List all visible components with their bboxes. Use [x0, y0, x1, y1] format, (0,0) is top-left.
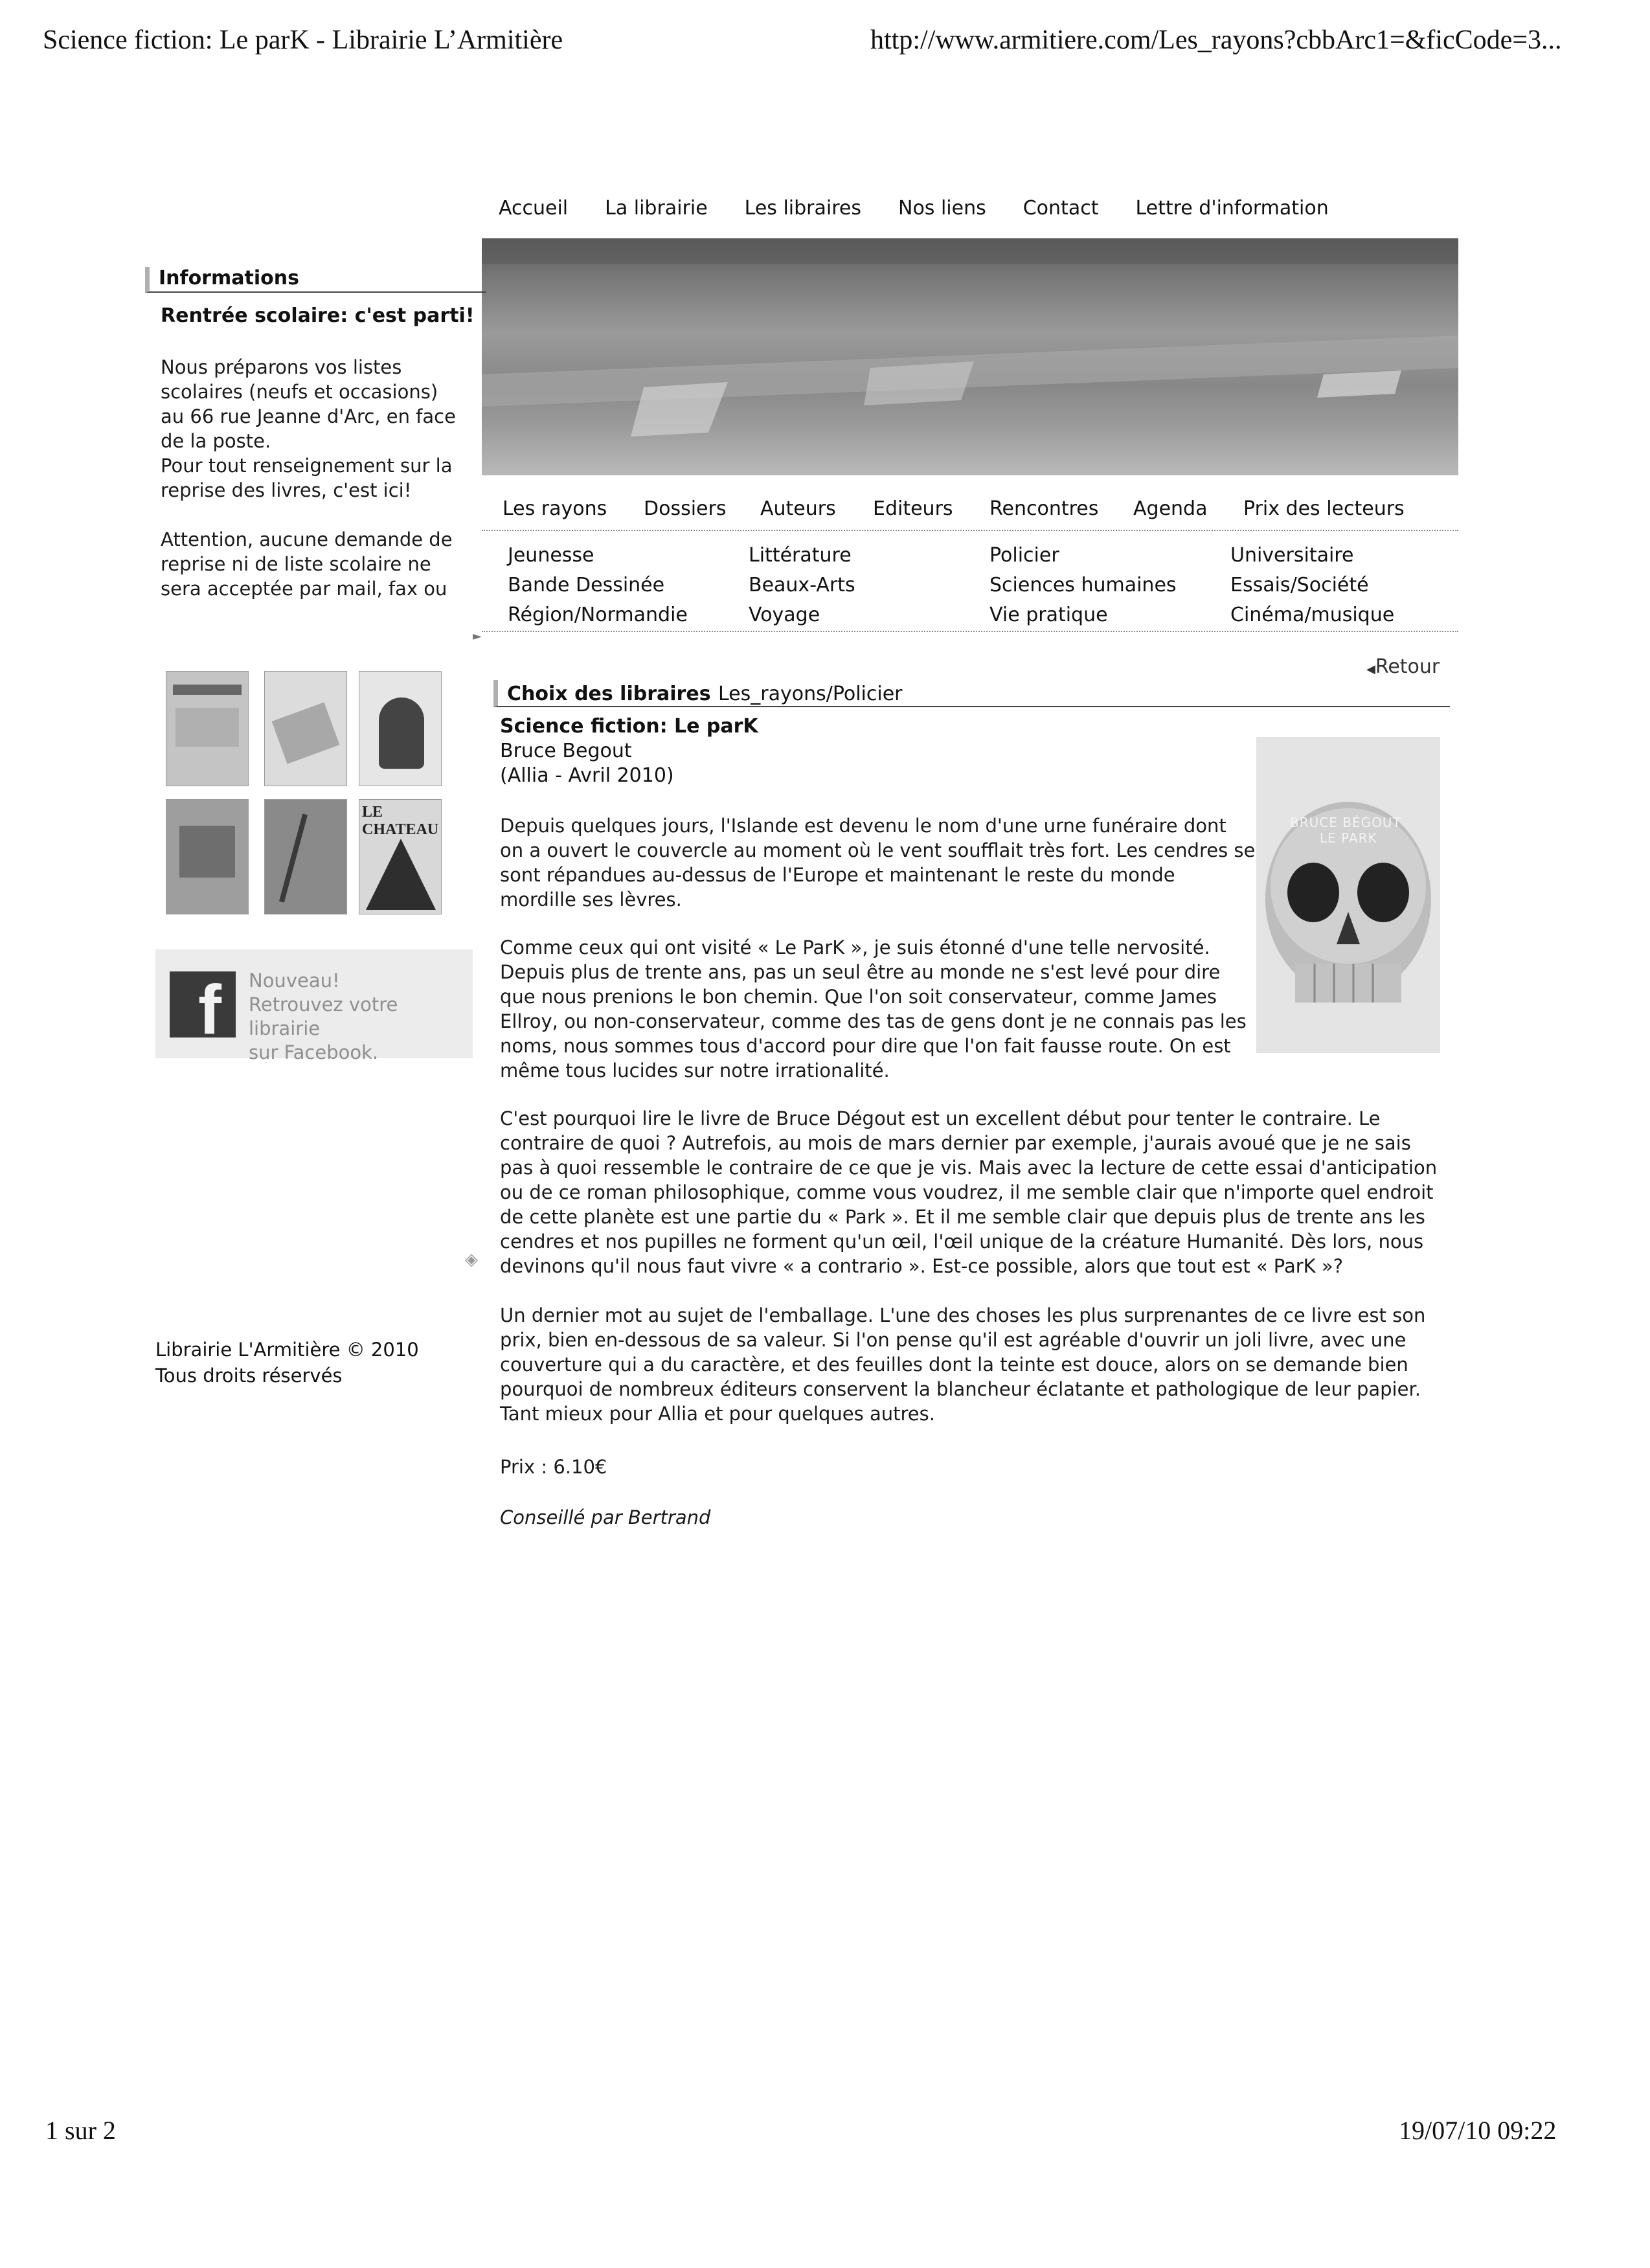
secnav-rencontres[interactable]: Rencontres — [989, 497, 1099, 520]
top-nav — [499, 197, 1366, 220]
news-line: Nous préparons vos listes — [161, 356, 402, 378]
print-page-number: 1 sur 2 — [45, 2116, 116, 2145]
secnav-les-rayons[interactable]: Les rayons — [503, 497, 607, 520]
category-voyage[interactable]: Voyage — [749, 604, 820, 626]
text-line: C'est pourquoi lire le livre de Bruce Dégout est un excellent début pour tenter le contraire. Le — [500, 1107, 1381, 1129]
article-paragraph-2 — [500, 935, 1258, 1083]
nav-accueil[interactable]: Accueil — [499, 197, 569, 220]
copyright-line: Librairie L'Armitière © 2010 — [155, 1339, 419, 1361]
text-line: cendres et nos pupilles ne forment qu'un œil, l'œil unique de la créature Humanité. Dès lors, nous — [500, 1230, 1424, 1253]
category-beaux-arts[interactable]: Beaux-Arts — [749, 574, 855, 596]
text-line: pas à quoi ressemble le contraire de ce que je vis. Mais avec la lecture de cette essai d'anticipation — [500, 1157, 1438, 1179]
category-sciences-humaines[interactable]: Sciences humaines — [989, 574, 1177, 596]
book-thumbnail[interactable] — [264, 799, 347, 914]
category-bande-dessinee[interactable]: Bande Dessinée — [508, 574, 665, 596]
text-line: ou de ce roman philosophique, comme vous voudrez, il me semble clair que n'importe quel endroit — [500, 1181, 1434, 1203]
secnav-dossiers[interactable]: Dossiers — [644, 497, 727, 520]
article-paragraph-4 — [500, 1303, 1452, 1426]
sidebar-heading: Informations — [159, 267, 299, 289]
news-line: reprise ni de liste scolaire ne — [161, 553, 431, 575]
text-line: devinons qu'il nous faut vivre « a contrario ». Est-ce possible, alors que tout est « ParK »? — [500, 1255, 1344, 1277]
article-author: Bruce Begout — [500, 740, 632, 762]
header-banner-image — [482, 238, 1458, 475]
news-body-1 — [161, 355, 465, 503]
back-label: Retour — [1375, 655, 1440, 678]
category-essais-societe[interactable]: Essais/Société — [1230, 574, 1369, 596]
print-datetime: 19/07/10 09:22 — [1399, 2116, 1557, 2145]
book-thumbnail[interactable] — [166, 671, 249, 786]
facebook-line: sur Facebook. — [249, 1041, 379, 1063]
cover-title: LE PARK — [1320, 830, 1377, 846]
nav-la-librairie[interactable]: La librairie — [605, 197, 708, 220]
category-policier[interactable]: Policier — [989, 544, 1059, 567]
copyright-line: Tous droits réservés — [155, 1365, 343, 1387]
article-recommended-by: Conseillé par Bertrand — [500, 1506, 711, 1528]
back-arrow-icon: ◀ — [1366, 663, 1375, 676]
text-line: prix, bien en-dessous de sa valeur. Si l'on pense qu'il est agréable d'ouvrir un joli livre, avec une — [500, 1329, 1407, 1351]
text-line: Depuis quelques jours, l'Islande est devenu le nom d'une urne funéraire dont — [500, 815, 1226, 837]
copyright — [155, 1337, 419, 1389]
secnav-prix-des-lecteurs[interactable]: Prix des lecteurs — [1243, 497, 1405, 520]
news-title[interactable]: Rentrée scolaire: c'est parti! — [161, 304, 475, 327]
nav-nos-liens[interactable]: Nos liens — [898, 197, 986, 220]
scroll-marker-icon: ◈ — [465, 1250, 478, 1269]
thumbnail-title: LE CHATEAU — [362, 804, 439, 838]
print-page-title: Science fiction: Le parK - Librairie L’Armitière — [43, 25, 563, 55]
book-thumbnail[interactable] — [264, 671, 347, 786]
back-link[interactable] — [1366, 655, 1440, 678]
article-publisher: (Allia - Avril 2010) — [500, 764, 674, 787]
facebook-icon: f — [170, 971, 236, 1038]
news-line: au 66 rue Jeanne d'Arc, en face — [161, 405, 456, 427]
nav-contact[interactable]: Contact — [1023, 197, 1099, 220]
text-line: couverture qui a du caractère, et des feuilles dont la teinte est douce, alors on se demande bien — [500, 1354, 1408, 1376]
text-line: sont répandues au-dessus de l'Europe et maintenant le reste du monde — [500, 864, 1175, 886]
sidebar-informations-header — [145, 267, 486, 293]
news-line[interactable]: reprise des livres, c'est ici! — [161, 479, 412, 501]
news-line: scolaires (neufs et occasions) — [161, 381, 438, 403]
text-line: Ellroy, ou non-conservateur, comme des tas de gens dont je ne connais pas les — [500, 1010, 1247, 1032]
category-divider — [482, 631, 1458, 632]
breadcrumb[interactable]: Les_rayons/Policier — [718, 683, 903, 705]
category-region-normandie[interactable]: Région/Normandie — [508, 604, 688, 626]
text-line: mordille ses lèvres. — [500, 889, 682, 911]
article-title: Science fiction: Le parK — [500, 715, 758, 738]
text-line: même tous lucides sur notre irrationalité. — [500, 1060, 890, 1082]
book-thumbnail[interactable] — [359, 799, 442, 914]
nav-les-libraires[interactable]: Les libraires — [744, 197, 861, 220]
news-body-2 — [161, 527, 465, 605]
text-line: Tant mieux pour Allia et pour quelques autres. — [500, 1403, 935, 1425]
nav-divider — [482, 530, 1458, 531]
article-section-header — [493, 680, 1450, 707]
facebook-line: Nouveau! — [249, 970, 340, 992]
secnav-agenda[interactable]: Agenda — [1133, 497, 1208, 520]
text-line: que nous prenions le bon chemin. Que l'on soit conservateur, comme James — [500, 986, 1217, 1008]
article-paragraph-3 — [500, 1106, 1452, 1278]
secnav-auteurs[interactable]: Auteurs — [760, 497, 836, 520]
cover-author: BRUCE BÉGOUT — [1290, 815, 1401, 830]
secnav-editeurs[interactable]: Editeurs — [873, 497, 953, 520]
news-line: Attention, aucune demande de — [161, 528, 453, 550]
category-jeunesse[interactable]: Jeunesse — [508, 544, 594, 567]
book-thumbnail[interactable] — [166, 799, 249, 914]
news-line: de la poste. — [161, 430, 271, 452]
scroll-arrow-icon[interactable]: ► — [473, 629, 482, 643]
text-line: Un dernier mot au sujet de l'emballage. L'une des choses les plus surprenantes de ce livre est son — [500, 1304, 1426, 1326]
category-universitaire[interactable]: Universitaire — [1230, 544, 1354, 567]
category-cinema-musique[interactable]: Cinéma/musique — [1230, 604, 1395, 626]
facebook-promo[interactable] — [155, 949, 473, 1063]
book-thumbnail[interactable] — [359, 671, 442, 786]
text-line: Depuis plus de trente ans, pas un seul être au monde ne s'est levé pour dire — [500, 961, 1221, 983]
nav-lettre-information[interactable]: Lettre d'information — [1135, 197, 1329, 220]
article-price: Prix : 6.10€ — [500, 1456, 607, 1478]
text-line: Comme ceux qui ont visité « Le ParK », je suis étonné d'une telle nervosité. — [500, 936, 1210, 958]
text-line: de cette planète est une partie du « Park ». Et il me semble clair que depuis plus de trente ans les — [500, 1206, 1425, 1228]
news-line: sera acceptée par mail, fax ou — [161, 578, 447, 600]
text-line: noms, nous sommes tous d'accord pour dire que l'on fait fausse route. On est — [500, 1035, 1231, 1057]
facebook-promo-text — [249, 969, 473, 1065]
text-line: contraire de quoi ? Autrefois, au mois de mars dernier par exemple, j'aurais avoué que je ne sais — [500, 1132, 1411, 1154]
text-line: pourquoi de nombreux éditeurs conservent la blancheur éclatante et pathologique de leur papier. — [500, 1378, 1421, 1400]
article-paragraph-1 — [500, 813, 1258, 912]
category-vie-pratique[interactable]: Vie pratique — [989, 604, 1108, 626]
section-title: Choix des libraires — [507, 683, 711, 705]
facebook-line: Retrouvez votre librairie — [249, 993, 398, 1039]
news-line: Pour tout renseignement sur la — [161, 455, 453, 477]
category-litterature[interactable]: Littérature — [749, 544, 852, 567]
book-cover-image — [1256, 737, 1440, 1053]
book-thumbnail-grid — [166, 671, 451, 917]
text-line: on a ouvert le couvercle au moment où le vent soufflait très fort. Les cendres se — [500, 839, 1256, 861]
print-page-url: http://www.armitiere.com/Les_rayons?cbbArc1=&ficCode=3... — [870, 25, 1562, 55]
